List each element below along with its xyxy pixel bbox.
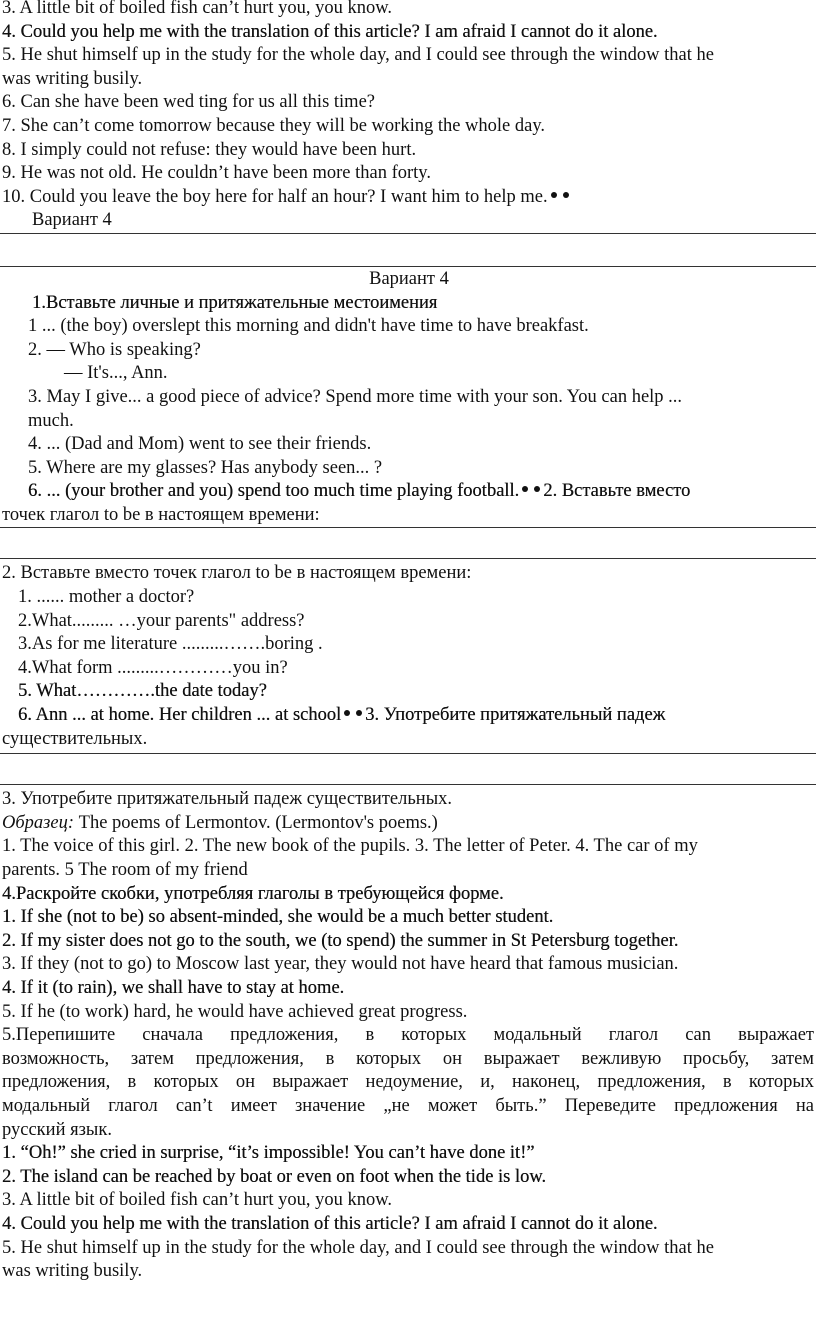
bullet-dot-icon <box>551 192 557 198</box>
next-heading-inline: 2. Вставьте вместо <box>543 481 691 502</box>
section-to-be <box>0 559 816 751</box>
exercise-item: 1. “Oh!” she cried in surprise, “it’s impossible! You can’t have done it!” <box>2 1143 535 1164</box>
sentence-line: 8. I simply could not refuse: they would have been hurt. <box>2 139 417 160</box>
section-heading-line: предложения, в которых он выражает недоумение, и, наконец, предложения, в которых <box>2 1072 814 1093</box>
section-conditionals <box>0 883 816 1025</box>
exercise-item <box>0 480 816 504</box>
sentence-line: 9. He was not old. He couldn’t have been more than forty. <box>2 163 431 184</box>
exercise-item: — It's..., Ann. <box>64 363 168 384</box>
section-pronouns <box>0 267 816 528</box>
sentence-line: 3. A little bit of boiled fish can’t hurt you, you know. <box>2 0 393 18</box>
exercise-item: 3. A little bit of boiled fish can’t hurt you, you know. <box>2 1190 393 1211</box>
exercise-item: 1. ...... mother a doctor? <box>18 587 195 608</box>
section-heading: 3. Употребите притяжательный падеж существительных. <box>2 789 452 810</box>
exercise-item: 5. What………….the date today? <box>18 681 267 702</box>
sentence-line: was writing busily. <box>2 68 143 89</box>
next-heading-wrap: точек глагол to be в настоящем времени: <box>2 504 320 525</box>
example-text: The poems of Lermontov. (Lermontov's poems.) <box>74 812 438 833</box>
sentence-text: 10. Could you leave the boy here for half an hour? I want him to help me. <box>2 186 548 207</box>
exercise-item: 1. If she (not to be) so absent-minded, she would be a much better student. <box>2 907 554 928</box>
item-text: 6. Ann ... at home. Her children ... at school <box>18 705 342 726</box>
section-heading-line: русский язык. <box>2 1119 112 1140</box>
example-line <box>0 812 816 836</box>
item-text: 6. ... (your brother and you) spend too much time playing football. <box>28 481 520 502</box>
next-heading-inline: 3. Употребите притяжательный падеж <box>365 705 666 726</box>
exercise-item: 1 ... (the boy) overslept this morning and didn't have time to have breakfast. <box>28 316 589 337</box>
exercise-item: 5. If he (to work) hard, he would have achieved great progress. <box>2 1001 468 1022</box>
exercise-item: 2. If my sister does not go to the south, we (to spend) the summer in St Petersburg together. <box>2 930 679 951</box>
section-heading: 1.Вставьте личные и притяжательные местоимения <box>32 292 438 313</box>
section-heading: 2. Вставьте вместо точек глагол to be в настоящем времени: <box>2 563 472 584</box>
section-heading-line: возможность, затем предложения, в которых он выражает вежливую просьбу, затем <box>2 1048 814 1069</box>
variant-label: Вариант 4 <box>32 210 112 231</box>
sentence-line: 5. He shut himself up in the study for the whole day, and I could see through the window that he <box>2 45 714 66</box>
exercise-item: 2. — Who is speaking? <box>28 339 201 360</box>
exercise-item: 5. He shut himself up in the study for the whole day, and I could see through the window that he <box>2 1237 714 1258</box>
exercise-item: was writing busily. <box>2 1261 143 1282</box>
sentence-line <box>0 186 816 210</box>
exercise-block-top <box>0 0 816 233</box>
section-heading-line: модальный глагол can’t имеет значение „не может быть.” Переведите предложения на <box>2 1095 814 1116</box>
sentence-line: 6. Can she have been wed ting for us all this time? <box>2 92 375 113</box>
exercise-item: 4. ... (Dad and Mom) went to see their friends. <box>28 434 372 455</box>
next-heading-wrap: существительных. <box>2 728 148 749</box>
bullet-dot-icon <box>522 486 528 492</box>
exercise-item: 4. Could you help me with the translation of this article? I am afraid I cannot do it alone. <box>2 1213 658 1234</box>
exercise-item: much. <box>28 410 74 431</box>
exercise-item: 2.What......... …your parents" address? <box>18 610 305 631</box>
sentence-line: 4. Could you help me with the translation of this article? I am afraid I cannot do it alone. <box>2 21 658 42</box>
exercise-item: 3. If they (not to go) to Moscow last year, they would not have heard that famous musician. <box>2 954 679 975</box>
exercise-item <box>0 704 816 728</box>
sentence-line: 7. She can’t come tomorrow because they will be working the whole day. <box>2 115 546 136</box>
section-heading-line: 5.Перепишите сначала предложения, в которых модальный глагол can выражает <box>2 1025 814 1046</box>
exercise-item: 3.As for me literature .........…….boring . <box>18 634 323 655</box>
exercise-item: 4. If it (to rain), we shall have to stay at home. <box>2 977 345 998</box>
bullet-dot-icon <box>356 710 362 716</box>
bullet-dot-icon <box>534 486 540 492</box>
section-modal-can <box>0 1024 816 1284</box>
bullet-dot-icon <box>344 710 350 716</box>
variant-title: Вариант 4 <box>369 268 449 289</box>
exercise-item: 2. The island can be reached by boat or even on foot when the tide is low. <box>2 1166 547 1187</box>
exercise-item: 3. May I give... a good piece of advice? Spend more time with your son. You can help ... <box>28 386 683 407</box>
text-line: parents. 5 The room of my friend <box>2 860 248 880</box>
exercise-item: 5. Where are my glasses? Has anybody seen... ? <box>28 457 383 478</box>
exercise-item: 4.What form .........…………you in? <box>18 657 288 678</box>
section-possessive <box>0 785 816 882</box>
section-heading: 4.Раскройте скобки, употребляя глаголы в требующейся форме. <box>2 883 504 904</box>
text-line: 1. The voice of this girl. 2. The new book of the pupils. 3. The letter of Peter. 4. The car of my <box>2 836 698 857</box>
bullet-dot-icon <box>563 192 569 198</box>
example-label: Образец: <box>2 812 75 833</box>
